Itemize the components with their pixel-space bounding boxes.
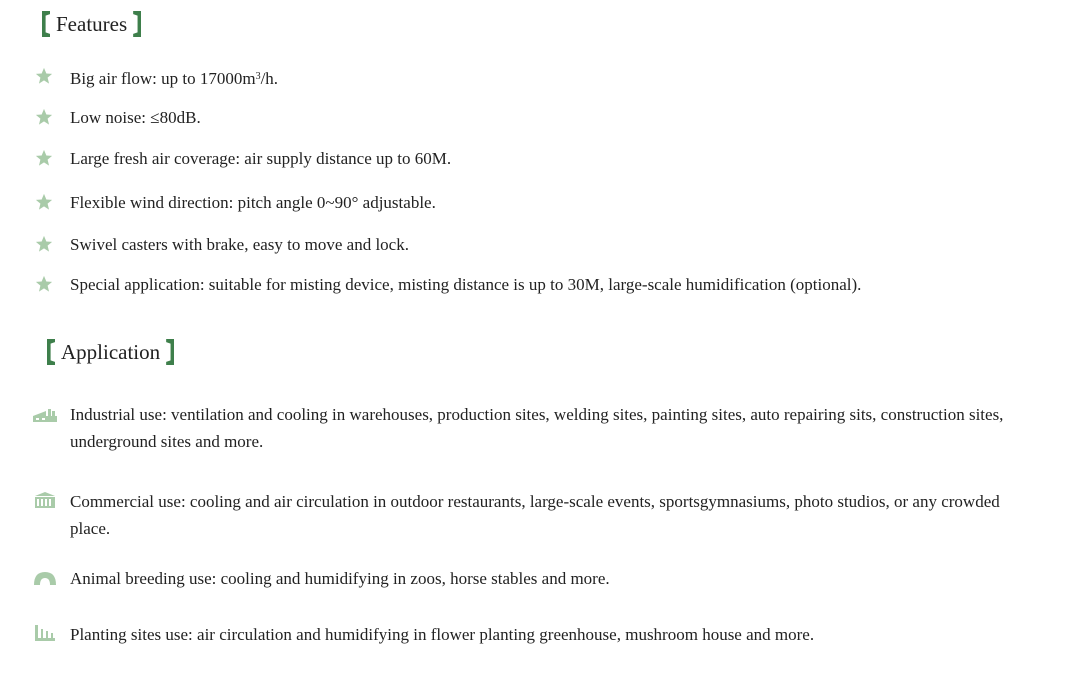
bracket-right-icon	[133, 11, 141, 37]
feature-text: Large fresh air coverage: air supply distance up to 60M.	[70, 149, 452, 168]
application-text: Commercial use: cooling and air circulation in outdoor restaurants, large-scale events, sportsgymnasiums, photo studios, or any crowded place.	[70, 492, 1000, 538]
bracket-left-icon	[47, 339, 55, 365]
star-icon	[35, 108, 55, 128]
barn-icon	[33, 570, 57, 590]
application-text: Animal breeding use: cooling and humidifying in zoos, horse stables and more.	[70, 569, 610, 588]
feature-text: Big air flow: up to $17000m^3/h$.	[70, 69, 279, 88]
feature-text: Flexible wind direction: pitch angle 0~90° adjustable.	[70, 193, 436, 212]
features-heading	[42, 11, 141, 37]
star-icon	[35, 235, 55, 255]
plant-icon	[34, 624, 56, 644]
bracket-right-icon	[166, 339, 174, 365]
application-heading	[47, 339, 174, 365]
star-icon	[35, 193, 55, 213]
star-icon	[35, 149, 55, 169]
bracket-left-icon	[42, 11, 50, 37]
application-text: Planting sites use: air circulation and humidifying in flower planting greenhouse, mushroom house and more.	[70, 625, 815, 644]
application-text: Industrial use: ventilation and cooling in warehouses, production sites, welding sites, painting sites, auto repairing sits, construction sites, underground sites and more.	[70, 405, 1004, 451]
building-icon	[34, 491, 56, 511]
feature-text: Low noise: ≤80dB.	[70, 108, 201, 127]
application-heading-text: Application	[61, 340, 161, 364]
feature-text: Special application: suitable for misting device, misting distance is up to 30M, large-scale humidification (optional).	[70, 275, 862, 294]
features-heading-text: Features	[56, 12, 128, 36]
feature-text: Swivel casters with brake, easy to move and lock.	[70, 235, 409, 254]
factory-icon	[32, 407, 58, 427]
star-icon	[35, 275, 55, 295]
star-icon	[35, 67, 55, 87]
